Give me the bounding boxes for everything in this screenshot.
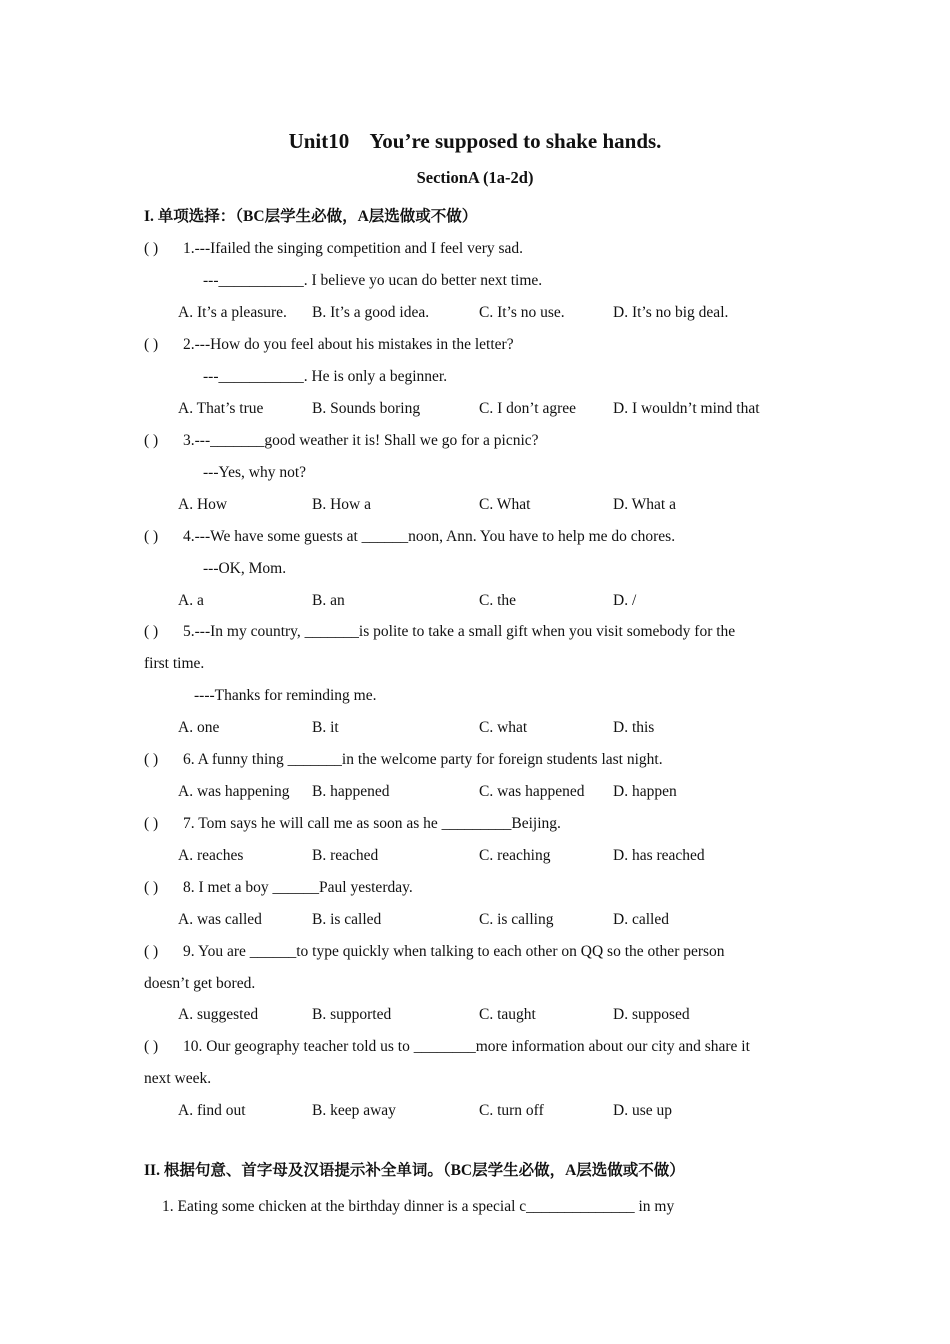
option-c: C. reaching: [479, 847, 551, 864]
option-a: A. a: [178, 592, 204, 609]
option-c: C. what: [479, 719, 528, 736]
question-line: ----Thanks for reminding me.: [194, 687, 377, 704]
option-b: B. keep away: [312, 1102, 396, 1119]
option-d: D. It’s no big deal.: [613, 304, 729, 321]
question-line: 10. Our geography teacher told us to ________more information about our city and share it: [183, 1038, 750, 1055]
question-line: 5.---In my country, _______is polite to take a small gift when you visit somebody for the: [183, 623, 736, 640]
question-line: 1.---Ifailed the singing competition and I feel very sad.: [183, 240, 524, 257]
option-a: A. find out: [178, 1102, 246, 1119]
question-line: next week.: [144, 1070, 212, 1087]
question-number: 4.: [183, 528, 195, 545]
section-1-heading: I. 单项选择：（BC层学生必做，A层选做或不做）: [144, 208, 478, 225]
question-number: 10.: [183, 1038, 203, 1055]
option-a: A. suggested: [178, 1006, 259, 1023]
option-a: A. How: [178, 496, 228, 513]
question-number: 6.: [183, 751, 195, 768]
question-line: ---___________. He is only a beginner.: [203, 368, 448, 385]
question-number: 9.: [183, 943, 195, 960]
question-line: ---OK, Mom.: [203, 560, 287, 577]
option-b: B. happened: [312, 783, 390, 800]
answer-blank: ( ): [144, 623, 159, 640]
question-number: 8.: [183, 879, 195, 896]
option-c: C. What: [479, 496, 531, 513]
answer-blank: ( ): [144, 879, 159, 896]
option-c: C. is calling: [479, 911, 554, 928]
option-d: D. I wouldn’t mind that: [613, 400, 760, 417]
answer-blank: ( ): [144, 528, 159, 545]
question-line: first time.: [144, 655, 205, 672]
option-d: D. this: [613, 719, 655, 736]
question-line: 7. Tom says he will call me as soon as he _________Beijing.: [183, 815, 561, 832]
option-c: C. turn off: [479, 1102, 544, 1119]
question-line: 3.---_______good weather it is! Shall we go for a picnic?: [183, 432, 539, 449]
option-b: B. reached: [312, 847, 379, 864]
option-d: D. called: [613, 911, 669, 928]
option-b: B. How a: [312, 496, 371, 513]
option-d: D. has reached: [613, 847, 705, 864]
option-b: B. It’s a good idea.: [312, 304, 430, 321]
option-a: A. was happening: [178, 783, 290, 800]
section-2-heading: II. 根据句意、首字母及汉语提示补全单词。（BC层学生必做，A层选做或不做）: [144, 1162, 685, 1179]
answer-blank: ( ): [144, 432, 159, 449]
question-line: ---Yes, why not?: [203, 464, 307, 481]
question-number: 7.: [183, 815, 195, 832]
question-number: 1.: [183, 240, 195, 257]
option-d: D. supposed: [613, 1006, 690, 1023]
option-b: B. Sounds boring: [312, 400, 421, 417]
question-number: 2.: [183, 336, 195, 353]
fill-in-item: 1. Eating some chicken at the birthday dinner is a special c______________ in my: [162, 1198, 675, 1215]
page-title: Unit10 You’re supposed to shake hands.: [288, 129, 662, 153]
question-line: 9. You are ______to type quickly when talking to each other on QQ so the other person: [183, 943, 725, 960]
option-a: A. That’s true: [178, 400, 264, 417]
option-a: A. was called: [178, 911, 262, 928]
answer-blank: ( ): [144, 1038, 159, 1055]
option-c: C. I don’t agree: [479, 400, 576, 417]
option-a: A. reaches: [178, 847, 244, 864]
question-line: 6. A funny thing _______in the welcome party for foreign students last night.: [183, 751, 663, 768]
answer-blank: ( ): [144, 815, 159, 832]
answer-blank: ( ): [144, 751, 159, 768]
option-a: A. It’s a pleasure.: [178, 304, 287, 321]
option-d: D. What a: [613, 496, 676, 513]
question-line: doesn’t get bored.: [144, 975, 256, 992]
section-subtitle: SectionA (1a-2d): [416, 168, 534, 187]
option-c: C. the: [479, 592, 517, 609]
answer-blank: ( ): [144, 336, 159, 353]
question-line: 4.---We have some guests at ______noon, Ann. You have to help me do chores.: [183, 528, 676, 545]
option-d: D. /: [613, 592, 637, 609]
option-c: C. was happened: [479, 783, 585, 800]
option-b: B. it: [312, 719, 339, 736]
option-a: A. one: [178, 719, 220, 736]
option-c: C. It’s no use.: [479, 304, 565, 321]
answer-blank: ( ): [144, 943, 159, 960]
option-b: B. an: [312, 592, 345, 609]
option-d: D. happen: [613, 783, 677, 800]
option-c: C. taught: [479, 1006, 536, 1023]
question-line: 2.---How do you feel about his mistakes in the letter?: [183, 336, 514, 353]
question-line: 8. I met a boy ______Paul yesterday.: [183, 879, 413, 896]
option-b: B. supported: [312, 1006, 392, 1023]
question-number: 5.: [183, 623, 195, 640]
option-b: B. is called: [312, 911, 382, 928]
answer-blank: ( ): [144, 240, 159, 257]
option-d: D. use up: [613, 1102, 672, 1119]
question-number: 3.: [183, 432, 195, 449]
question-line: ---___________. I believe yo ucan do better next time.: [203, 272, 543, 289]
